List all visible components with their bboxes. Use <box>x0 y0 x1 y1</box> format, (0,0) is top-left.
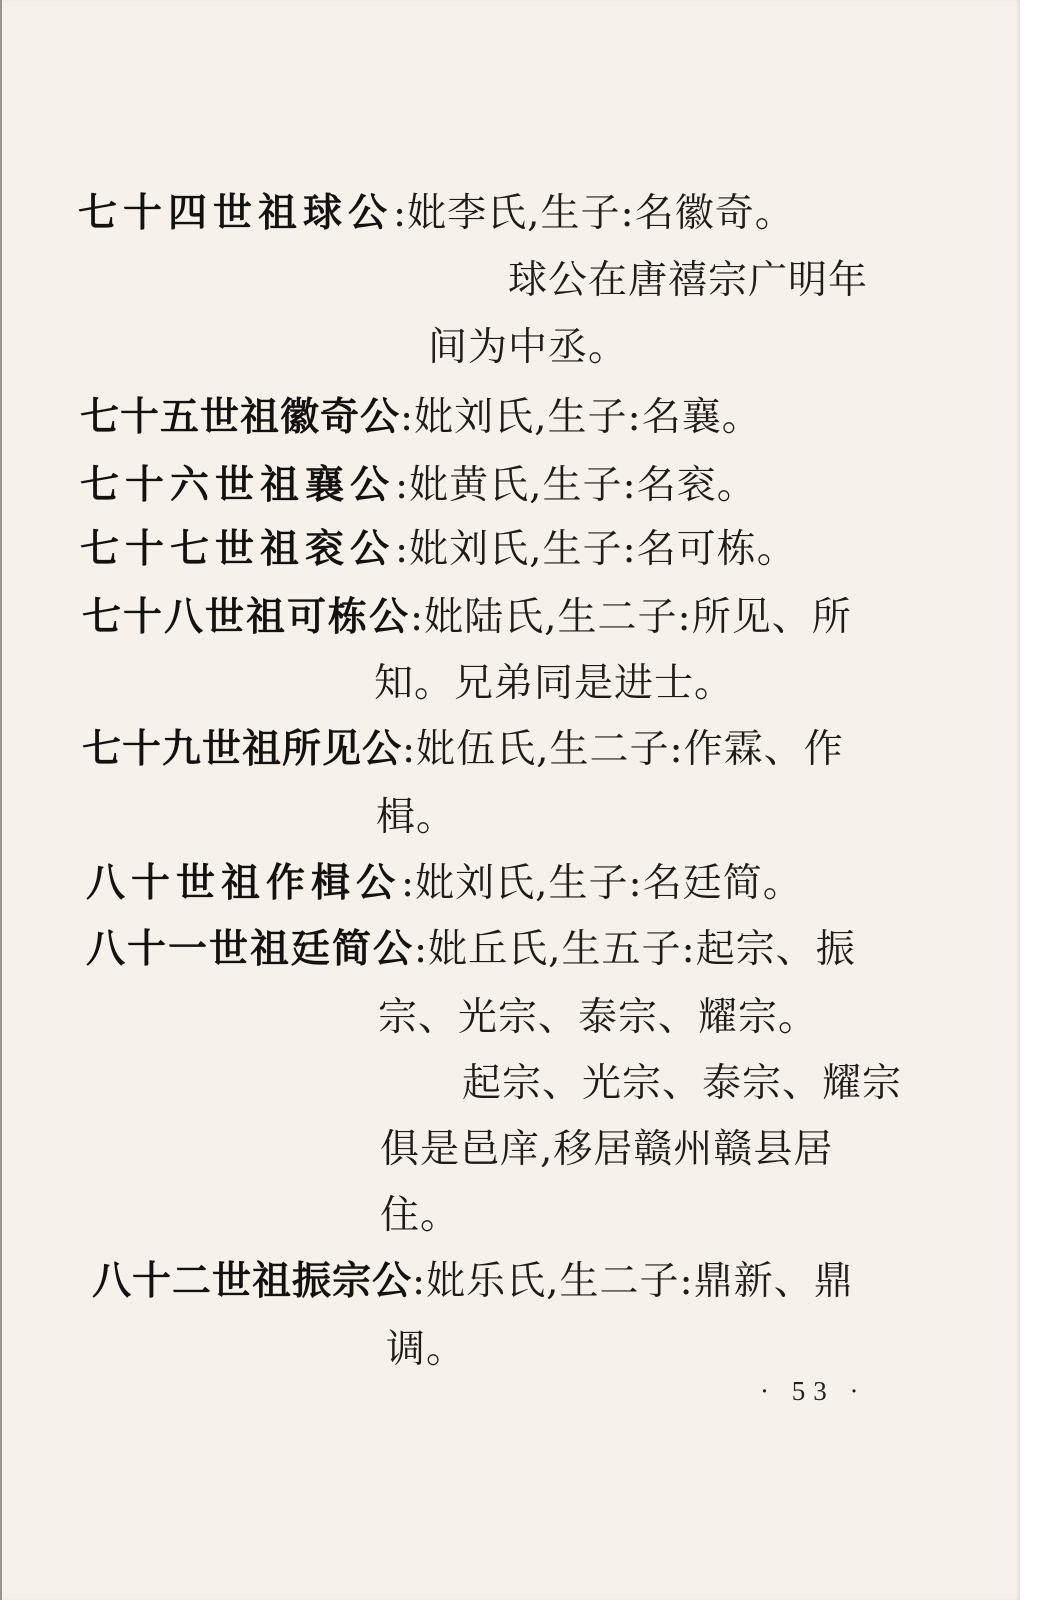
entry-82-line <box>92 1258 854 1306</box>
entry-74-note-2: 间为中丞。 <box>428 325 629 370</box>
entry-text: :妣丘氏,生五子:起宗、振 <box>414 927 856 972</box>
entry-81-note-1: 起宗、光宗、泰宗、耀宗 <box>462 1061 903 1106</box>
entry-79-line <box>82 726 844 774</box>
entry-title: 七十七世祖衮公 <box>80 527 396 572</box>
entry-81-cont-1: 宗、光宗、泰宗、耀宗。 <box>378 995 819 1040</box>
entry-title: 七十九世祖所见公 <box>82 727 403 772</box>
entry-title: 八十一世祖廷简公 <box>86 927 415 972</box>
page-edge <box>0 0 2 1600</box>
entry-title: 七十八世祖可栋公 <box>82 595 411 640</box>
entry-82-cont-1: 调。 <box>386 1327 467 1372</box>
entry-78-cont-1: 知。兄弟同是进士。 <box>374 661 735 706</box>
entry-75-line <box>80 394 762 442</box>
page-number: · 53 · <box>760 1376 867 1406</box>
entry-79-cont-1: 楫。 <box>376 795 457 840</box>
entry-text: :妣黄氏,生子:名衮。 <box>395 463 757 508</box>
entry-title: 八十二世祖振宗公 <box>92 1259 413 1304</box>
entry-title: 七十四世祖球公 <box>78 191 394 236</box>
entry-76-line <box>80 462 757 510</box>
entry-title: 七十六世祖襄公 <box>80 463 396 508</box>
entry-text: :妣李氏,生子:名徽奇。 <box>393 191 795 236</box>
entry-title: 七十五世祖徽奇公 <box>80 395 401 440</box>
entry-text: :妣伍氏,生二子:作霖、作 <box>402 727 844 772</box>
entry-title: 八十世祖作楫公 <box>86 861 402 906</box>
entry-74-line <box>78 190 795 238</box>
entry-text: :妣刘氏,生子:名襄。 <box>400 395 762 440</box>
entry-text: :妣陆氏,生二子:所见、所 <box>410 595 852 640</box>
entry-77-line <box>80 526 797 574</box>
entry-text: :妣刘氏,生子:名可栋。 <box>395 527 797 572</box>
entry-text: :妣刘氏,生子:名廷简。 <box>401 861 803 906</box>
entry-81-line <box>86 926 856 974</box>
entry-text: :妣乐氏,生二子:鼎新、鼎 <box>412 1259 854 1304</box>
entry-78-line <box>82 594 852 642</box>
entry-81-note-2: 俱是邑庠,移居赣州赣县居 <box>380 1127 834 1172</box>
entry-80-line <box>86 860 803 908</box>
entry-81-note-3: 住。 <box>380 1193 461 1238</box>
entry-74-note-1: 球公在唐禧宗广明年 <box>508 258 869 303</box>
